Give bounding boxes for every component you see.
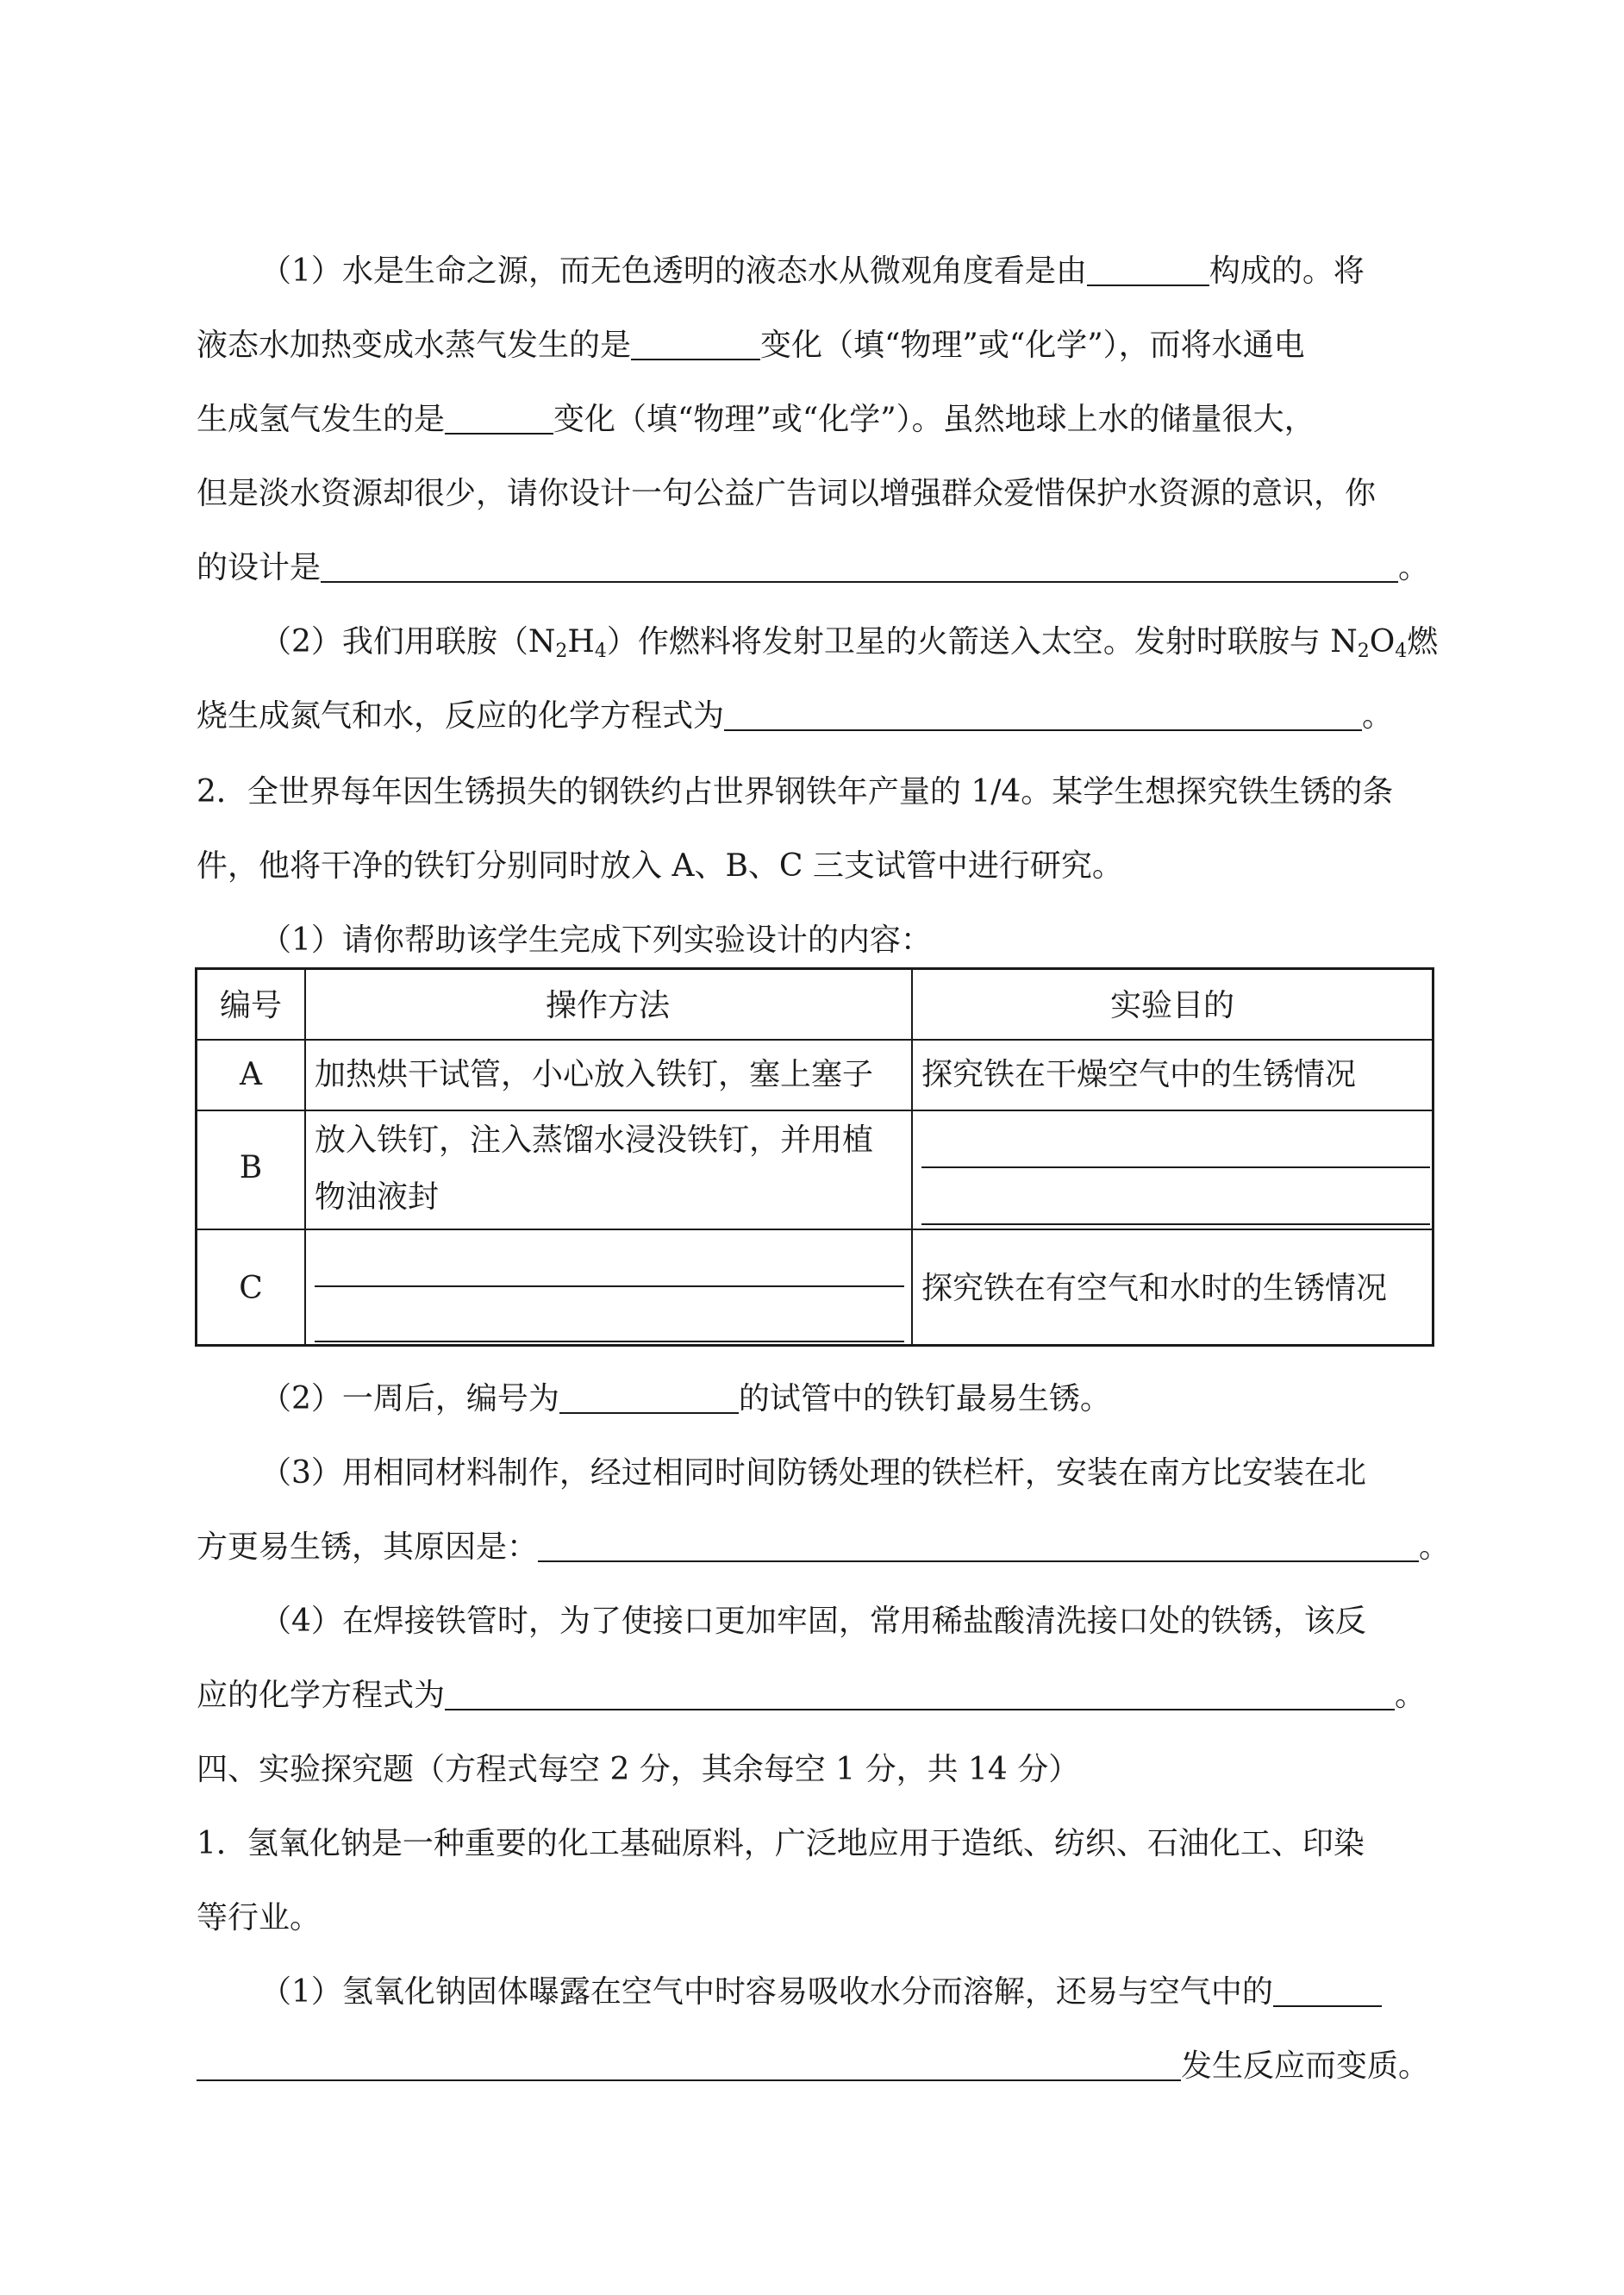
q1-line-1 xyxy=(260,235,1438,309)
text: ）作燃料将发射卫星的火箭送入太空。发射时联胺与 N xyxy=(606,624,1358,660)
header-id: 编号 xyxy=(219,988,282,1023)
text: 液态水加热变成水蒸气发生的是 xyxy=(197,328,632,363)
text: （2）一周后，编号为 xyxy=(260,1381,559,1416)
answer-blank[interactable] xyxy=(1087,250,1209,286)
header-operation: 操作方法 xyxy=(545,988,670,1023)
text: 1．氢氧化钠是一种重要的化工基础原料，广泛地应用于造纸、纺织、石油化工、印染 xyxy=(197,1826,1365,1861)
row-a-id: A xyxy=(240,1057,262,1092)
text: 件，他将干净的铁钉分别同时放入 A、B、C 三支试管中进行研究。 xyxy=(197,848,1123,884)
text: 方更易生锈，其原因是： xyxy=(197,1529,539,1565)
q2-part-4 xyxy=(260,1585,1438,1659)
row-b-purpose-blank[interactable] xyxy=(921,1223,1430,1225)
text: 。 xyxy=(1395,1678,1427,1713)
answer-blank[interactable] xyxy=(1273,1971,1382,2007)
answer-blank[interactable] xyxy=(197,2045,1181,2081)
q1-line-7 xyxy=(197,679,1438,754)
sec4-part-1 xyxy=(260,1955,1438,2029)
answer-blank[interactable] xyxy=(321,547,1398,583)
text: （3）用相同材料制作，经过相同时间防锈处理的铁栏杆，安装在南方比安装在北 xyxy=(260,1455,1366,1491)
text: （4）在焊接铁管时，为了使接口更加牢固，常用稀盐酸清洗接口处的铁锈，该反 xyxy=(260,1604,1366,1639)
text: 应的化学方程式为 xyxy=(197,1678,446,1713)
text: 的试管中的铁钉最易生锈。 xyxy=(738,1381,1111,1416)
subscript: 2 xyxy=(555,641,568,662)
text: 2．全世界每年因生锈损失的钢铁约占世界钢铁年产量的 1/4。某学生想探究铁生锈的条 xyxy=(197,774,1394,810)
q2-line-2 xyxy=(197,829,1438,904)
text: 发生反应而变质。 xyxy=(1181,2048,1430,2084)
answer-blank[interactable] xyxy=(445,1674,1395,1710)
text: 生成氢气发生的是 xyxy=(197,402,446,437)
sec4-q1-line-1 xyxy=(197,1807,1438,1881)
subscript: 2 xyxy=(1357,641,1370,662)
row-a-operation: 加热烘干试管，小心放入铁钉，塞上塞子 xyxy=(315,1057,874,1092)
text: O xyxy=(1369,624,1396,660)
q2-line-1 xyxy=(197,755,1438,829)
q1-line-3 xyxy=(197,383,1438,457)
text: 构成的。将 xyxy=(1209,253,1365,289)
q1-line-2 xyxy=(197,309,1438,383)
answer-blank[interactable] xyxy=(445,398,553,435)
sec4-part-1b xyxy=(197,2029,1438,2104)
text: 烧生成氮气和水，反应的化学方程式为 xyxy=(197,698,725,734)
sec4-q1-line-2 xyxy=(197,1881,1438,1955)
answer-blank[interactable] xyxy=(538,1526,1419,1562)
row-c-id: C xyxy=(239,1271,263,1306)
row-c-operation-blank[interactable] xyxy=(315,1285,904,1287)
q2-part-2 xyxy=(260,1362,1438,1436)
q1-line-6 xyxy=(260,605,1438,679)
section-4-title xyxy=(197,1733,1438,1807)
header-purpose: 实验目的 xyxy=(1109,988,1234,1023)
answer-blank[interactable] xyxy=(559,1378,739,1414)
text: 等行业。 xyxy=(197,1900,322,1935)
text: 变化（填“物理”或“化学”）。虽然地球上水的储量很大， xyxy=(553,402,1315,437)
answer-blank[interactable] xyxy=(724,695,1362,731)
subscript: 4 xyxy=(594,641,607,662)
row-b-operation-1: 放入铁钉，注入蒸馏水浸没铁钉，并用植 xyxy=(315,1122,874,1158)
q2-part-3 xyxy=(260,1436,1438,1510)
text: （1）水是生命之源，而无色透明的液态水从微观角度看是由 xyxy=(260,253,1087,289)
row-b-purpose-blank[interactable] xyxy=(921,1166,1430,1168)
text: （2）我们用联胺（N xyxy=(260,624,556,660)
text: （1）请你帮助该学生完成下列实验设计的内容： xyxy=(260,922,932,958)
q1-line-4 xyxy=(197,457,1438,531)
text: 的设计是 xyxy=(197,550,322,585)
text: H xyxy=(567,624,595,660)
answer-blank[interactable] xyxy=(631,324,760,360)
table-divider xyxy=(197,1039,1432,1041)
text: 燃 xyxy=(1407,624,1439,660)
row-c-purpose: 探究铁在有空气和水时的生锈情况 xyxy=(921,1271,1388,1306)
q1-line-5 xyxy=(197,531,1438,605)
subscript: 4 xyxy=(1395,641,1408,662)
row-b-operation-2: 物油液封 xyxy=(315,1179,440,1215)
experiment-table xyxy=(195,967,1434,1347)
text: 。 xyxy=(1419,1529,1451,1565)
q2-part-3b xyxy=(197,1510,1451,1585)
q2-part-4b xyxy=(197,1659,1438,1733)
text: 变化（填“物理”或“化学”），而将水通电 xyxy=(760,328,1305,363)
table-divider xyxy=(197,1229,1432,1230)
text: 。 xyxy=(1362,698,1394,734)
text: 。 xyxy=(1398,550,1430,585)
row-c-operation-blank[interactable] xyxy=(315,1341,904,1342)
row-b-id: B xyxy=(239,1150,263,1185)
text: 但是淡水资源却很少，请你设计一句公益广告词以增强群众爱惜保护水资源的意识，你 xyxy=(197,476,1377,511)
text: 四、实验探究题（方程式每空 2 分，其余每空 1 分，共 14 分） xyxy=(197,1752,1080,1787)
table-divider xyxy=(197,1110,1432,1111)
text: （1）氢氧化钠固体曝露在空气中时容易吸收水分而溶解，还易与空气中的 xyxy=(260,1974,1273,2010)
row-a-purpose: 探究铁在干燥空气中的生锈情况 xyxy=(921,1057,1357,1092)
